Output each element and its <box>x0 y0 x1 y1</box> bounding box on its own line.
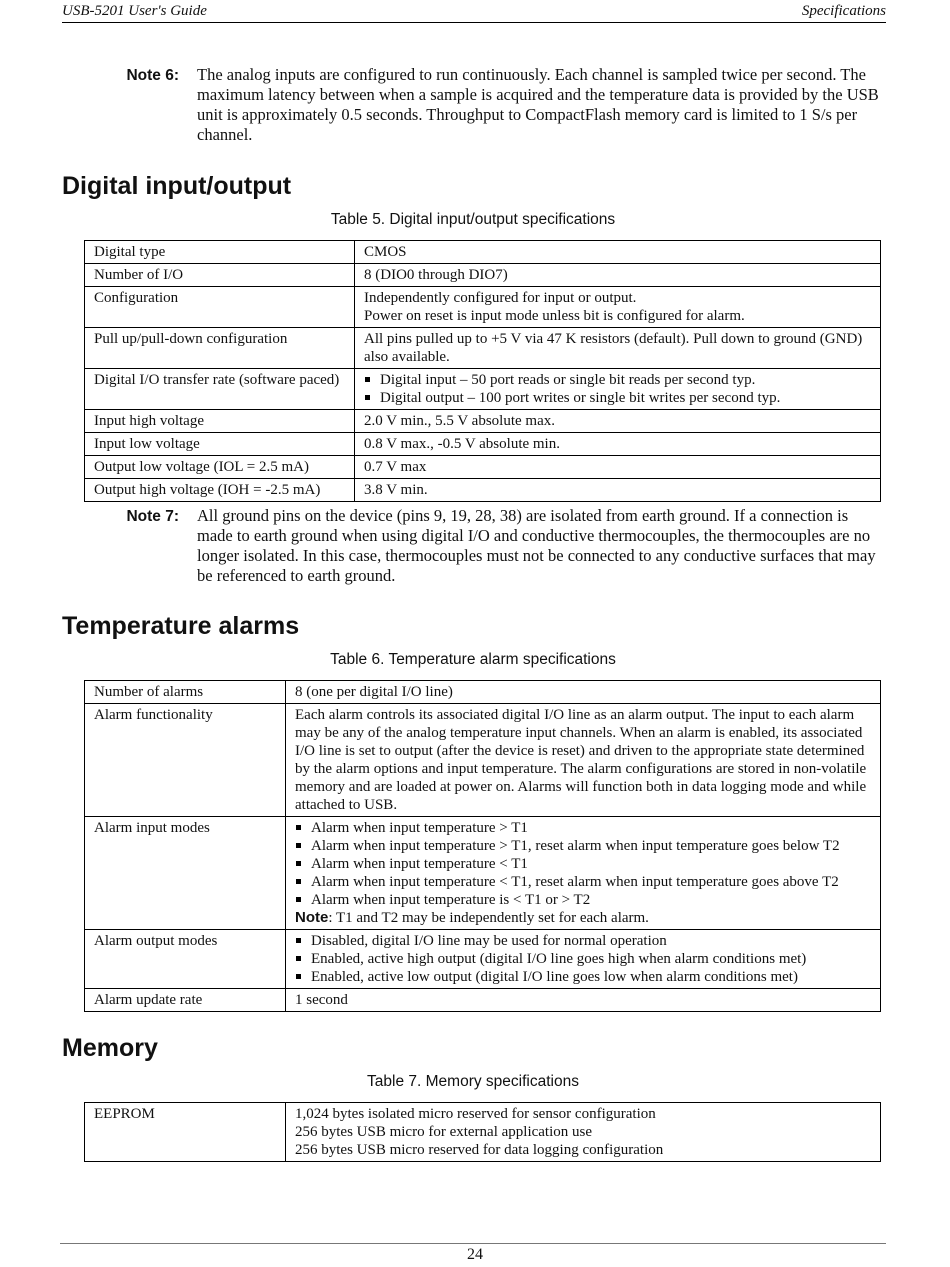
spec-value: 0.7 V max <box>355 456 881 479</box>
spec-label: EEPROM <box>85 1103 286 1162</box>
caption-table-6: Table 6. Temperature alarm specifications <box>330 651 616 668</box>
table-row <box>85 433 881 456</box>
caption-table-7: Table 7. Memory specifications <box>367 1073 579 1090</box>
table-temperature-alarms <box>84 680 881 1012</box>
table-digital-io <box>84 240 881 502</box>
spec-value: 0.8 V max., -0.5 V absolute min. <box>355 433 881 456</box>
table-row <box>85 456 881 479</box>
heading-memory: Memory <box>62 1034 158 1062</box>
spec-label: Digital I/O transfer rate (software paced) <box>85 369 355 410</box>
table-memory <box>84 1102 881 1162</box>
bullet-item: Alarm when input temperature < T1, reset alarm when input temperature goes above T2 <box>295 873 871 891</box>
bullet-item: Alarm when input temperature is < T1 or > T2 <box>295 891 871 909</box>
spec-value-line: Independently configured for input or output. <box>364 290 637 306</box>
note-7 <box>62 506 886 586</box>
note-6-label: Note 6: <box>126 67 179 84</box>
spec-value <box>355 369 881 410</box>
table-row <box>85 1103 881 1162</box>
bullet-list <box>295 932 871 986</box>
bullet-item: Alarm when input temperature > T1, reset alarm when input temperature goes below T2 <box>295 837 871 855</box>
bullet-item: Digital input – 50 port reads or single bit reads per second typ. <box>364 371 871 389</box>
spec-value-line: 256 bytes USB micro reserved for data logging configuration <box>295 1142 664 1158</box>
header-section-title: Specifications <box>801 3 886 19</box>
table-row <box>85 930 881 989</box>
spec-label: Alarm output modes <box>85 930 286 989</box>
spec-label: Number of alarms <box>85 681 286 704</box>
spec-value-line: 1,024 bytes isolated micro reserved for sensor configuration <box>295 1106 656 1122</box>
spec-label: Alarm update rate <box>85 989 286 1012</box>
table-row <box>85 264 881 287</box>
spec-label: Number of I/O <box>85 264 355 287</box>
inline-note-text: : T1 and T2 may be independently set for each alarm. <box>328 910 649 926</box>
table-row <box>85 287 881 328</box>
table-row <box>85 989 881 1012</box>
spec-label: Alarm functionality <box>85 704 286 817</box>
bullet-item: Enabled, active low output (digital I/O line goes low when alarm conditions met) <box>295 968 871 986</box>
caption-table-5: Table 5. Digital input/output specifications <box>330 211 616 228</box>
bullet-list <box>295 819 871 909</box>
table-row <box>85 479 881 502</box>
note-7-label: Note 7: <box>126 508 179 525</box>
header-document-title: USB-5201 User's Guide <box>62 3 207 19</box>
spec-label: Pull up/pull-down configuration <box>85 328 355 369</box>
spec-label: Alarm input modes <box>85 817 286 930</box>
spec-value: 1 second <box>286 989 881 1012</box>
spec-value: Each alarm controls its associated digital I/O line as an alarm output. The input to each alarm may be any of the analog temperature input channels. When an alarm is enabled, its associated I/O line is set to output (after the device is reset) and driven to the appropriate state determined by the alarm options and input temperature. The alarm configurations are stored in non-volatile memory and are loaded at power on. Alarms will function both in data logging mode and while attached to USB. <box>286 704 881 817</box>
table-row <box>85 704 881 817</box>
spec-value <box>286 817 881 930</box>
bullet-list <box>364 371 871 407</box>
table-row <box>85 328 881 369</box>
footer-rule <box>60 1243 886 1244</box>
bullet-item: Disabled, digital I/O line may be used for normal operation <box>295 932 871 950</box>
bullet-item: Enabled, active high output (digital I/O line goes high when alarm conditions met) <box>295 950 871 968</box>
bullet-item: Digital output – 100 port writes or single bit writes per second typ. <box>364 389 871 407</box>
note-6 <box>62 65 886 145</box>
spec-value-line: 256 bytes USB micro for external application use <box>295 1124 593 1140</box>
table-row <box>85 369 881 410</box>
spec-value: 8 (DIO0 through DIO7) <box>355 264 881 287</box>
spec-value: 2.0 V min., 5.5 V absolute max. <box>355 410 881 433</box>
spec-label: Input high voltage <box>85 410 355 433</box>
table-row <box>85 681 881 704</box>
inline-note <box>295 909 871 927</box>
inline-note-label: Note <box>295 909 329 926</box>
page-number: 24 <box>467 1246 483 1263</box>
table-row <box>85 241 881 264</box>
spec-value <box>286 930 881 989</box>
bullet-item: Alarm when input temperature > T1 <box>295 819 871 837</box>
spec-label: Output low voltage (IOL = 2.5 mA) <box>85 456 355 479</box>
spec-value: 8 (one per digital I/O line) <box>286 681 881 704</box>
spec-value <box>286 1103 881 1162</box>
spec-value: All pins pulled up to +5 V via 47 K resistors (default). Pull down to ground (GND) also available. <box>355 328 881 369</box>
spec-value: 3.8 V min. <box>355 479 881 502</box>
spec-label: Digital type <box>85 241 355 264</box>
spec-value-line: Power on reset is input mode unless bit is configured for alarm. <box>364 308 745 324</box>
note-7-text: All ground pins on the device (pins 9, 19, 28, 38) are isolated from earth ground. If a connection is made to earth ground when using digital I/O and conductive thermocouples, the thermocouples are no longer isolated. In this case, thermocouples must not be connected to any conductive surfaces that may be referenced to earth ground. <box>197 506 876 585</box>
spec-value: CMOS <box>355 241 881 264</box>
spec-label: Configuration <box>85 287 355 328</box>
running-header <box>62 3 886 23</box>
heading-digital-io: Digital input/output <box>62 172 292 200</box>
spec-label: Output high voltage (IOH = -2.5 mA) <box>85 479 355 502</box>
bullet-item: Alarm when input temperature < T1 <box>295 855 871 873</box>
note-6-text: The analog inputs are configured to run continuously. Each channel is sampled twice per second. The maximum latency between when a sample is acquired and the temperature data is provided by the USB unit is approximately 0.5 seconds. Throughput to CompactFlash memory card is limited to 1 S/s per channel. <box>197 65 879 144</box>
spec-label: Input low voltage <box>85 433 355 456</box>
table-row <box>85 410 881 433</box>
heading-temperature-alarms: Temperature alarms <box>62 612 300 640</box>
table-row <box>85 817 881 930</box>
spec-value <box>355 287 881 328</box>
